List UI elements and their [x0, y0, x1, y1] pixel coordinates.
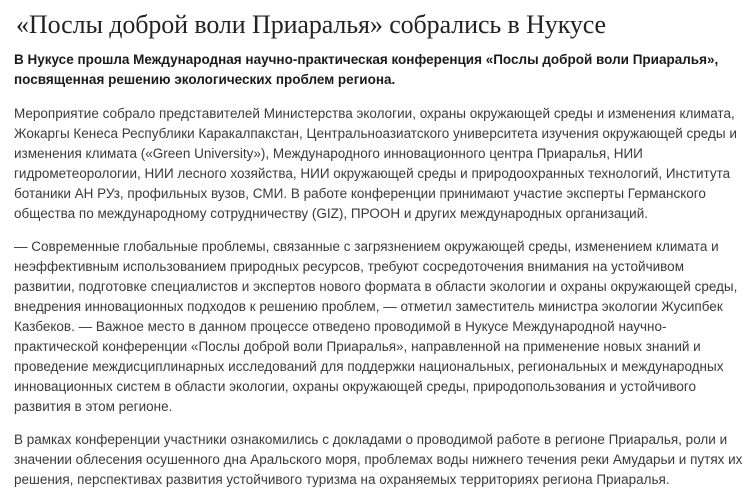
article-headline: «Послы доброй воли Приаралья» собрались в Нукусе: [16, 10, 606, 39]
article: [14, 8, 748, 503]
article-paragraph-3: В рамках конференции участники ознакомились с докладами о проводимой работе в регионе Приаралья, роли и значении облесения осушенного дна Аральского моря, проблемах воды нижнего течения реки Амударьи и путях их решения, перспективах развития устойчивого туризма на охраняемых территориях региона Приаралья.: [14, 432, 743, 487]
article-lead: В Нукусе прошла Международная научно-практическая конференция «Послы доброй воли Приаралья», посвященная решению экологических проблем региона.: [14, 52, 719, 87]
article-paragraph-1: Мероприятие собрало представителей Министерства экологии, охраны окружающей среды и изменения климата, Жокаргы Кенеса Республики Каракалпакстан, Центральноазиатского университета изучения окружающей среды и изменения климата («Green University»), Международного инновационного центра Приаралья, НИИ гидрометеорологии, НИИ лесного хозяйства, НИИ окружающей среды и природоохранных технологий, Института ботаники АН РУз, профильных вузов, СМИ. В работе конференции принимают участие эксперты Германского общества по международному сотрудничеству (GIZ), ПРООН и других международных организаций.: [14, 106, 737, 221]
article-paragraph-2: — Современные глобальные проблемы, связанные с загрязнением окружающей среды, изменением климата и неэффективным использованием природных ресурсов, требуют сосредоточения внимания на устойчивом развитии, подготовке специалистов и экспертов нового формата в области экологии и охраны окружающей среды, внедрения инновационных подходов к решению проблем, — отметил заместитель министра экологии Жусипбек Казбеков. — Важное место в данном процессе отведено проводимой в Нукусе Международной научно-практической конференции «Послы доброй воли Приаралья», направленной на применение новых знаний и проведение междисциплинарных исследований для поддержки национальных, региональных и международных инновационных систем в области экологии, охраны окружающей среды, природопользования и устойчивого развития в этом регионе.: [14, 239, 738, 414]
